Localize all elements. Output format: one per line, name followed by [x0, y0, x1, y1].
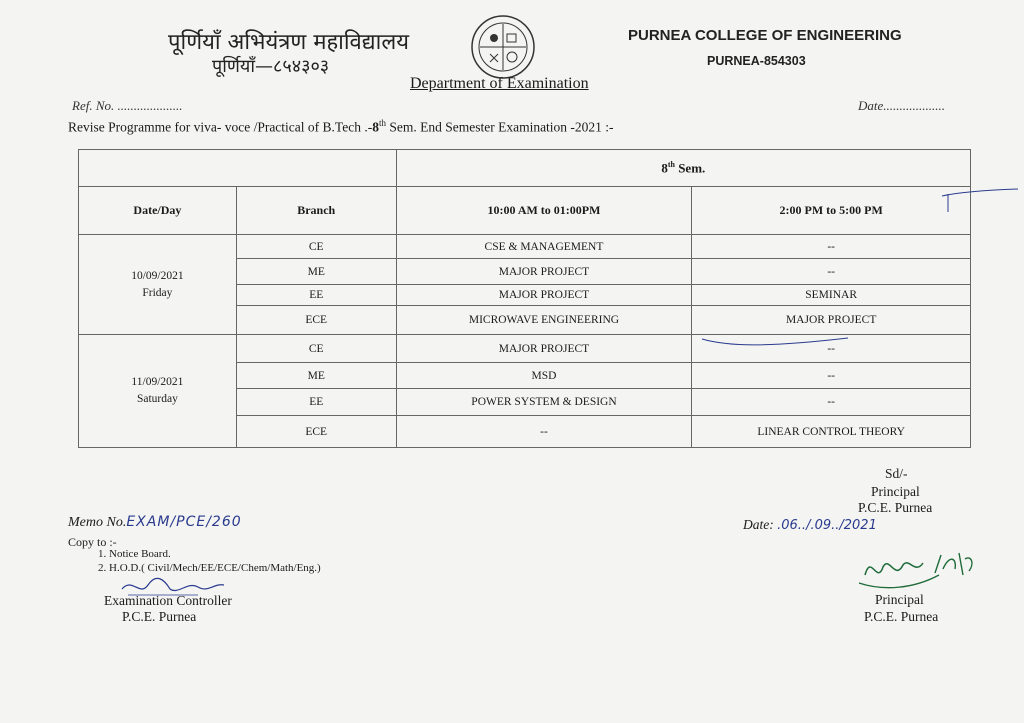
- college-name-hindi: पूर्णियाँ अभियंत्रण महाविद्यालय: [168, 30, 410, 55]
- table-row: [79, 235, 971, 259]
- branch-cell: ME: [236, 363, 396, 389]
- slot1-cell: MSD: [396, 363, 692, 389]
- department-title: Department of Examination: [410, 75, 589, 92]
- slot1-cell: POWER SYSTEM & DESIGN: [396, 389, 692, 416]
- date-label: Date...................: [858, 98, 946, 113]
- principal-signature-icon: [843, 545, 983, 597]
- date-day-cell: 10/09/2021 Friday: [79, 235, 237, 335]
- branch-cell: ME: [236, 259, 396, 285]
- semester-header: 8th Sem.: [396, 150, 970, 187]
- branch-cell: ECE: [236, 306, 396, 335]
- slot1-cell: --: [396, 416, 692, 448]
- slot2-cell: --: [692, 335, 971, 363]
- memo-no: Memo No.EXAM/PCE/260: [68, 514, 242, 530]
- branch-cell: CE: [236, 235, 396, 259]
- notice-title: Revise Programme for viva- voce /Practical of B.Tech .-8th Sem. End Semester Examination -2021 :-: [68, 118, 614, 135]
- pen-mark-decoration: [700, 335, 850, 349]
- issue-date: Date: .06../.09../2021: [743, 517, 877, 533]
- slot2-cell: --: [692, 389, 971, 416]
- slot1-cell: MAJOR PROJECT: [396, 259, 692, 285]
- col-header-date-day: Date/Day: [79, 187, 237, 235]
- copy-list-item: 1. Notice Board.: [98, 548, 171, 560]
- blank-header-cell: [79, 150, 397, 187]
- col-header-branch: Branch: [236, 187, 396, 235]
- col-header-slot1: 10:00 AM to 01:00PM: [396, 187, 692, 235]
- college-pin-hindi: पूर्णियाँ—८५४३०३: [212, 56, 330, 77]
- principal-label: Principal: [871, 484, 920, 499]
- exam-schedule-table: [78, 149, 971, 448]
- pce-purnea-label: P.C.E. Purnea: [864, 609, 939, 624]
- branch-cell: EE: [236, 389, 396, 416]
- sd-label: Sd/-: [885, 466, 908, 481]
- slot2-cell: MAJOR PROJECT: [692, 306, 971, 335]
- slot2-cell: --: [692, 363, 971, 389]
- branch-cell: CE: [236, 335, 396, 363]
- slot2-cell: LINEAR CONTROL THEORY: [692, 416, 971, 448]
- date-day-cell: 11/09/2021 Saturday: [79, 335, 237, 448]
- slot1-cell: MAJOR PROJECT: [396, 335, 692, 363]
- pce-purnea-label: P.C.E. Purnea: [858, 500, 933, 515]
- slot2-cell: --: [692, 235, 971, 259]
- copy-to-label: Copy to :-: [68, 535, 117, 549]
- slot2-cell: SEMINAR: [692, 285, 971, 306]
- slot1-cell: CSE & MANAGEMENT: [396, 235, 692, 259]
- ref-no: Ref. No. ....................: [72, 98, 183, 113]
- principal-signatory: Principal: [875, 592, 924, 607]
- slot1-cell: MAJOR PROJECT: [396, 285, 692, 306]
- pce-purnea-label: P.C.E. Purnea: [122, 609, 197, 624]
- college-pin: PURNEA-854303: [707, 54, 806, 68]
- college-seal-icon: [470, 14, 536, 80]
- pen-mark-decoration: [940, 186, 1020, 216]
- exam-controller-label: Examination Controller: [104, 593, 232, 608]
- slot1-cell: MICROWAVE ENGINEERING: [396, 306, 692, 335]
- branch-cell: ECE: [236, 416, 396, 448]
- college-name: PURNEA COLLEGE OF ENGINEERING: [628, 27, 902, 44]
- copy-list-item: 2. H.O.D.( Civil/Mech/EE/ECE/Chem/Math/Eng.): [98, 562, 321, 574]
- branch-cell: EE: [236, 285, 396, 306]
- col-header-slot2: 2:00 PM to 5:00 PM: [692, 187, 971, 235]
- slot2-cell: --: [692, 259, 971, 285]
